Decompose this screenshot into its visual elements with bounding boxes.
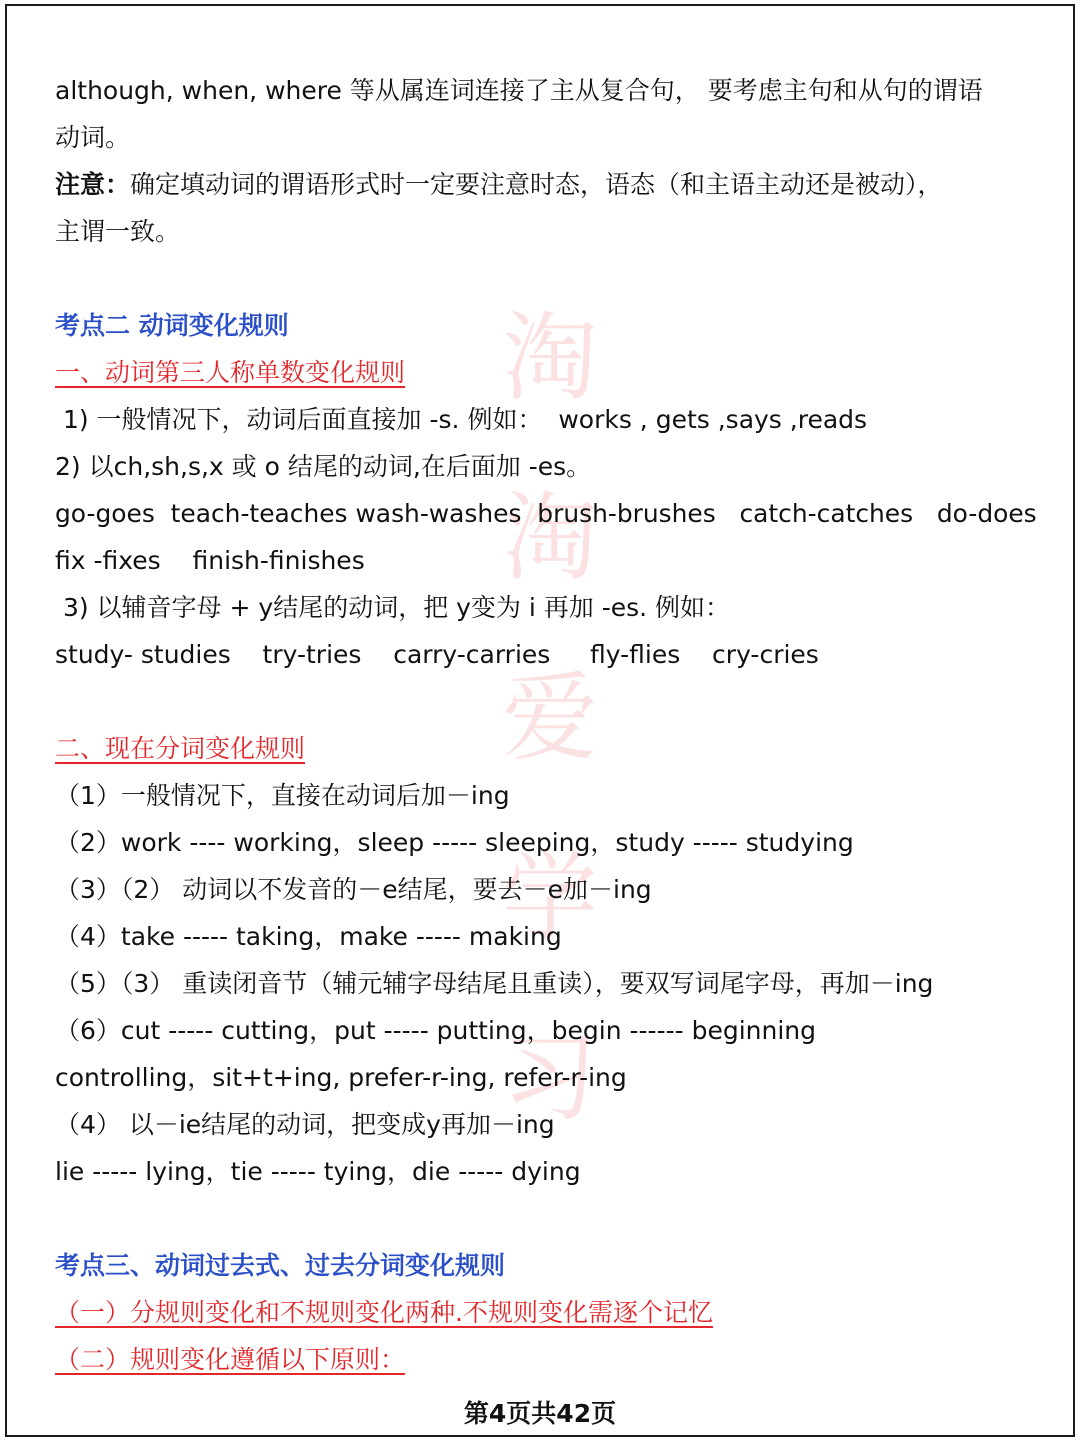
part2-line: （4）take ----- taking，make ----- making — [55, 922, 562, 951]
part2-line: （1）一般情况下，直接在动词后加－ing — [55, 781, 510, 810]
rule-1: 1) 一般情况下，动词后面直接加 -s. 例如： works , gets ,says ,reads — [55, 405, 868, 434]
rule-2-examples-cont: fix -fixes finish-finishes — [55, 546, 365, 575]
part2-line: controlling，sit+t+ing, prefer-r-ing, refer-r-ing — [55, 1063, 627, 1092]
intro-line-1: although, when, where 等从属连词连接了主从复合句， 要考虑主句和从句的谓语 — [55, 76, 983, 105]
note-line — [55, 168, 943, 202]
part2-line: lie ----- lying，tie ----- tying，die ----- dying — [55, 1157, 581, 1186]
intro-line-2: 动词。 — [55, 123, 131, 152]
part2-heading: 二、现在分词变化规则 — [55, 734, 306, 763]
part2-line: （2）work ---- working，sleep ----- sleeping，study ----- studying — [55, 828, 854, 857]
rule-2: 2) 以ch,sh,s,x 或 o 结尾的动词,在后面加 -es。 — [55, 452, 592, 481]
document-page — [5, 4, 1075, 1437]
section3-title: 考点三、动词过去式、过去分词变化规则 — [55, 1251, 506, 1280]
page-number-footer: 第4页共42页 — [463, 1399, 617, 1428]
watermark-char: 淘 — [502, 302, 598, 414]
section2-title: 考点二 动词变化规则 — [55, 311, 289, 340]
part1-heading: 一、动词第三人称单数变化规则 — [55, 358, 406, 387]
part2-line: （3）（2） 动词以不发音的－e结尾，要去－e加－ing — [55, 875, 652, 904]
watermark-char: 淘 — [502, 482, 598, 594]
part2-line: （4） 以－ie结尾的动词，把变成y再加－ing — [55, 1110, 555, 1139]
rule-2-examples: go-goes teach-teaches wash-washes brush-brushes catch-catches do-does — [55, 499, 1037, 528]
rule-3-examples: study- studies try-tries carry-carries fly-flies cry-cries — [55, 640, 819, 669]
part2-line: （6）cut ----- cutting，put ----- putting，begin ------ beginning — [55, 1016, 816, 1045]
watermark-char: 学 — [502, 842, 598, 954]
watermark-char: 爱 — [502, 662, 598, 774]
part2-line: （5）（3） 重读闭音节（辅元辅字母结尾且重读），要双写词尾字母，再加－ing — [55, 969, 934, 998]
note-text: 确定填动词的谓语形式时一定要注意时态，语态（和主语主动还是被动）， — [130, 170, 943, 199]
note-line-2: 主谓一致。 — [55, 217, 181, 246]
rule-3: 3) 以辅音字母 + y结尾的动词，把 y变为 i 再加 -es. 例如： — [55, 593, 731, 622]
section3-sub-2: （二）规则变化遵循以下原则： — [55, 1345, 406, 1374]
note-label: 注意： — [55, 170, 131, 199]
watermark-char: 习 — [502, 1022, 598, 1134]
section3-sub-1: （一）分规则变化和不规则变化两种.不规则变化需逐个记忆 — [55, 1298, 713, 1327]
